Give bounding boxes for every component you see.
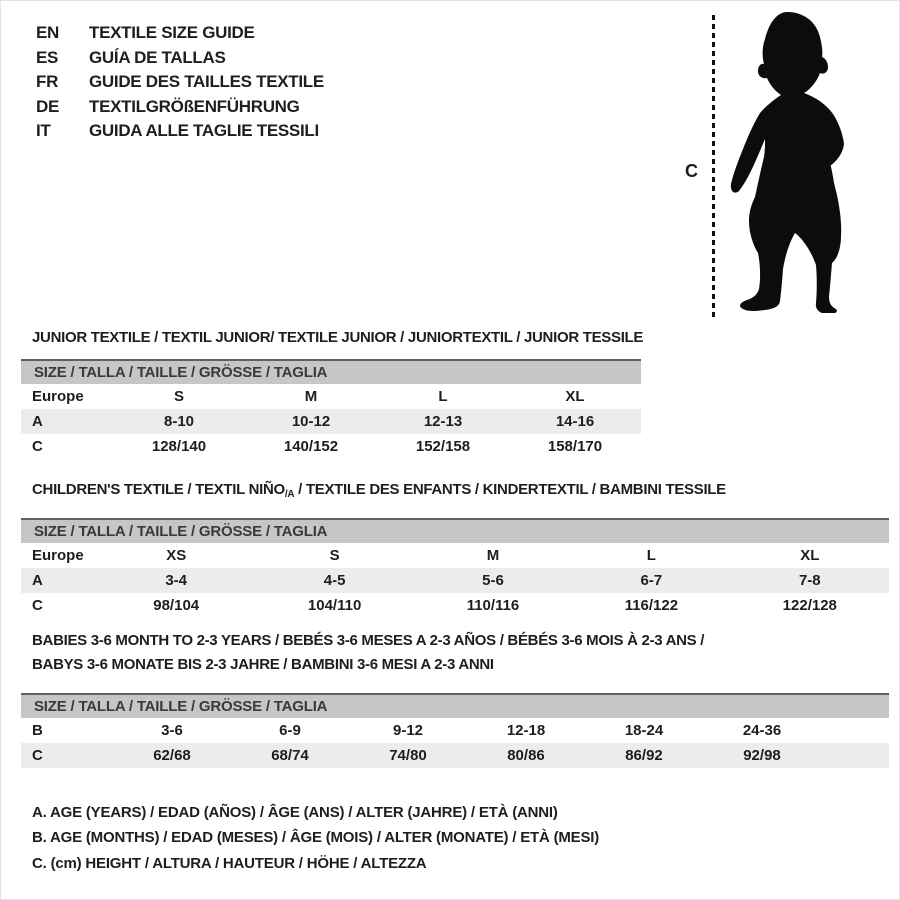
language-title-list	[36, 21, 324, 144]
row-label: A	[32, 572, 43, 589]
table-row	[21, 718, 889, 743]
toddler-silhouette-icon	[729, 11, 859, 313]
size-cell: 140/152	[283, 438, 339, 455]
size-cell: XL	[800, 547, 820, 564]
size-cell: 12-18	[506, 722, 546, 739]
size-cell: 74/80	[389, 747, 427, 764]
size-cell: 92/98	[743, 747, 781, 764]
size-header-bar: SIZE / TALLA / TAILLE / GRÖSSE / TAGLIA	[21, 359, 641, 384]
size-cell: 18-24	[624, 722, 664, 739]
size-cell: L	[438, 388, 448, 405]
size-cell: 24-36	[742, 722, 782, 739]
lang-code: DE	[36, 96, 60, 116]
table-row	[21, 568, 889, 593]
size-cell: 152/158	[415, 438, 471, 455]
lang-row-it	[36, 119, 324, 144]
measurement-legend	[32, 800, 599, 876]
size-cell: 14-16	[555, 413, 595, 430]
size-cell: 158/170	[547, 438, 603, 455]
size-cell: 104/110	[307, 597, 362, 614]
junior-size-table	[21, 359, 641, 459]
babies-table-title-line2: BABYS 3-6 MONATE BIS 2-3 JAHRE / BAMBINI 3-6 MESI A 2-3 ANNI	[32, 656, 494, 673]
size-cell: 86/92	[625, 747, 663, 764]
babies-size-table	[21, 693, 889, 768]
table-row	[21, 543, 889, 568]
row-label: C	[32, 438, 43, 455]
size-header-bar: SIZE / TALLA / TAILLE / GRÖSSE / TAGLIA	[21, 518, 889, 543]
size-cell: 80/86	[507, 747, 545, 764]
table-row	[21, 434, 641, 459]
table-row	[21, 409, 641, 434]
size-cell: 7-8	[798, 572, 821, 589]
children-size-table	[21, 518, 889, 618]
row-label: Europe	[32, 388, 84, 405]
table-row	[21, 593, 889, 618]
junior-table-title: JUNIOR TEXTILE / TEXTIL JUNIOR/ TEXTILE JUNIOR / JUNIORTEXTIL / JUNIOR TESSILE	[32, 329, 644, 346]
size-cell: 110/116	[466, 597, 520, 614]
size-cell: 116/122	[624, 597, 679, 614]
size-cell: 6-7	[640, 572, 663, 589]
size-cell: S	[329, 547, 340, 564]
legend-line-c: C. (cm) HEIGHT / ALTURA / HAUTEUR / HÖHE / ALTEZZA	[32, 854, 427, 872]
children-table-title	[32, 481, 726, 500]
size-cell: 9-12	[392, 722, 424, 739]
size-cell: 98/104	[153, 597, 200, 614]
lang-code: IT	[36, 121, 51, 141]
size-cell: M	[304, 388, 318, 405]
size-header-bar: SIZE / TALLA / TAILLE / GRÖSSE / TAGLIA	[21, 693, 889, 718]
height-measure-dotted-line	[712, 15, 715, 319]
size-cell: 5-6	[482, 572, 504, 589]
lang-row-es	[36, 46, 324, 71]
legend-line-a: A. AGE (YEARS) / EDAD (AÑOS) / ÂGE (ANS) / ALTER (JAHRE) / ETÀ (ANNI)	[32, 804, 558, 821]
babies-table-title-line1: BABIES 3-6 MONTH TO 2-3 YEARS / BEBÉS 3-6 MESES A 2-3 AÑOS / BÉBÉS 3-6 MOIS À 2-3 ANS /	[32, 632, 705, 649]
size-cell: 10-12	[291, 413, 331, 430]
size-cell: 12-13	[423, 413, 463, 430]
size-cell: 3-6	[161, 722, 183, 739]
row-label: A	[32, 413, 43, 430]
size-cell: 122/128	[782, 597, 837, 614]
size-cell: M	[486, 547, 500, 564]
lang-code: ES	[36, 47, 59, 67]
size-cell: 128/140	[151, 438, 207, 455]
size-cell: XS	[166, 547, 187, 564]
size-cell: 62/68	[153, 747, 191, 764]
lang-row-en	[36, 21, 324, 46]
size-cell: 68/74	[271, 747, 309, 764]
lang-code: EN	[36, 23, 60, 42]
table-row	[21, 743, 889, 768]
row-label: Europe	[32, 547, 84, 564]
size-cell: 6-9	[279, 722, 301, 739]
children-title-text: CHILDREN'S TEXTILE / TEXTIL NIÑO	[32, 481, 285, 498]
size-cell: S	[173, 388, 184, 405]
lang-label: GUIDE DES TAILLES TEXTILE	[89, 72, 324, 92]
size-cell: 8-10	[163, 413, 195, 430]
lang-label: TEXTILGRÖßENFÜHRUNG	[89, 96, 300, 116]
children-title-sub: /A	[284, 489, 295, 500]
size-cell: 3-4	[165, 572, 188, 589]
lang-code: FR	[36, 72, 59, 92]
size-cell: L	[646, 547, 656, 564]
lang-row-fr	[36, 70, 324, 95]
row-label: B	[32, 722, 43, 739]
lang-label: GUÍA DE TALLAS	[89, 47, 226, 67]
size-cell: XL	[565, 388, 585, 405]
size-cell: 4-5	[323, 572, 346, 589]
height-measure-label: C	[685, 161, 698, 181]
children-title-text: / TEXTILE DES ENFANTS / KINDERTEXTIL / BAMBINI TESSILE	[294, 481, 726, 498]
legend-line-b: B. AGE (MONTHS) / EDAD (MESES) / ÂGE (MOIS) / ALTER (MONATE) / ETÀ (MESI)	[32, 829, 600, 847]
table-row	[21, 384, 641, 409]
row-label: C	[32, 747, 43, 764]
lang-label: TEXTILE SIZE GUIDE	[89, 23, 255, 42]
lang-row-de	[36, 95, 324, 120]
lang-label: GUIDA ALLE TAGLIE TESSILI	[89, 121, 319, 141]
row-label: C	[32, 597, 43, 614]
